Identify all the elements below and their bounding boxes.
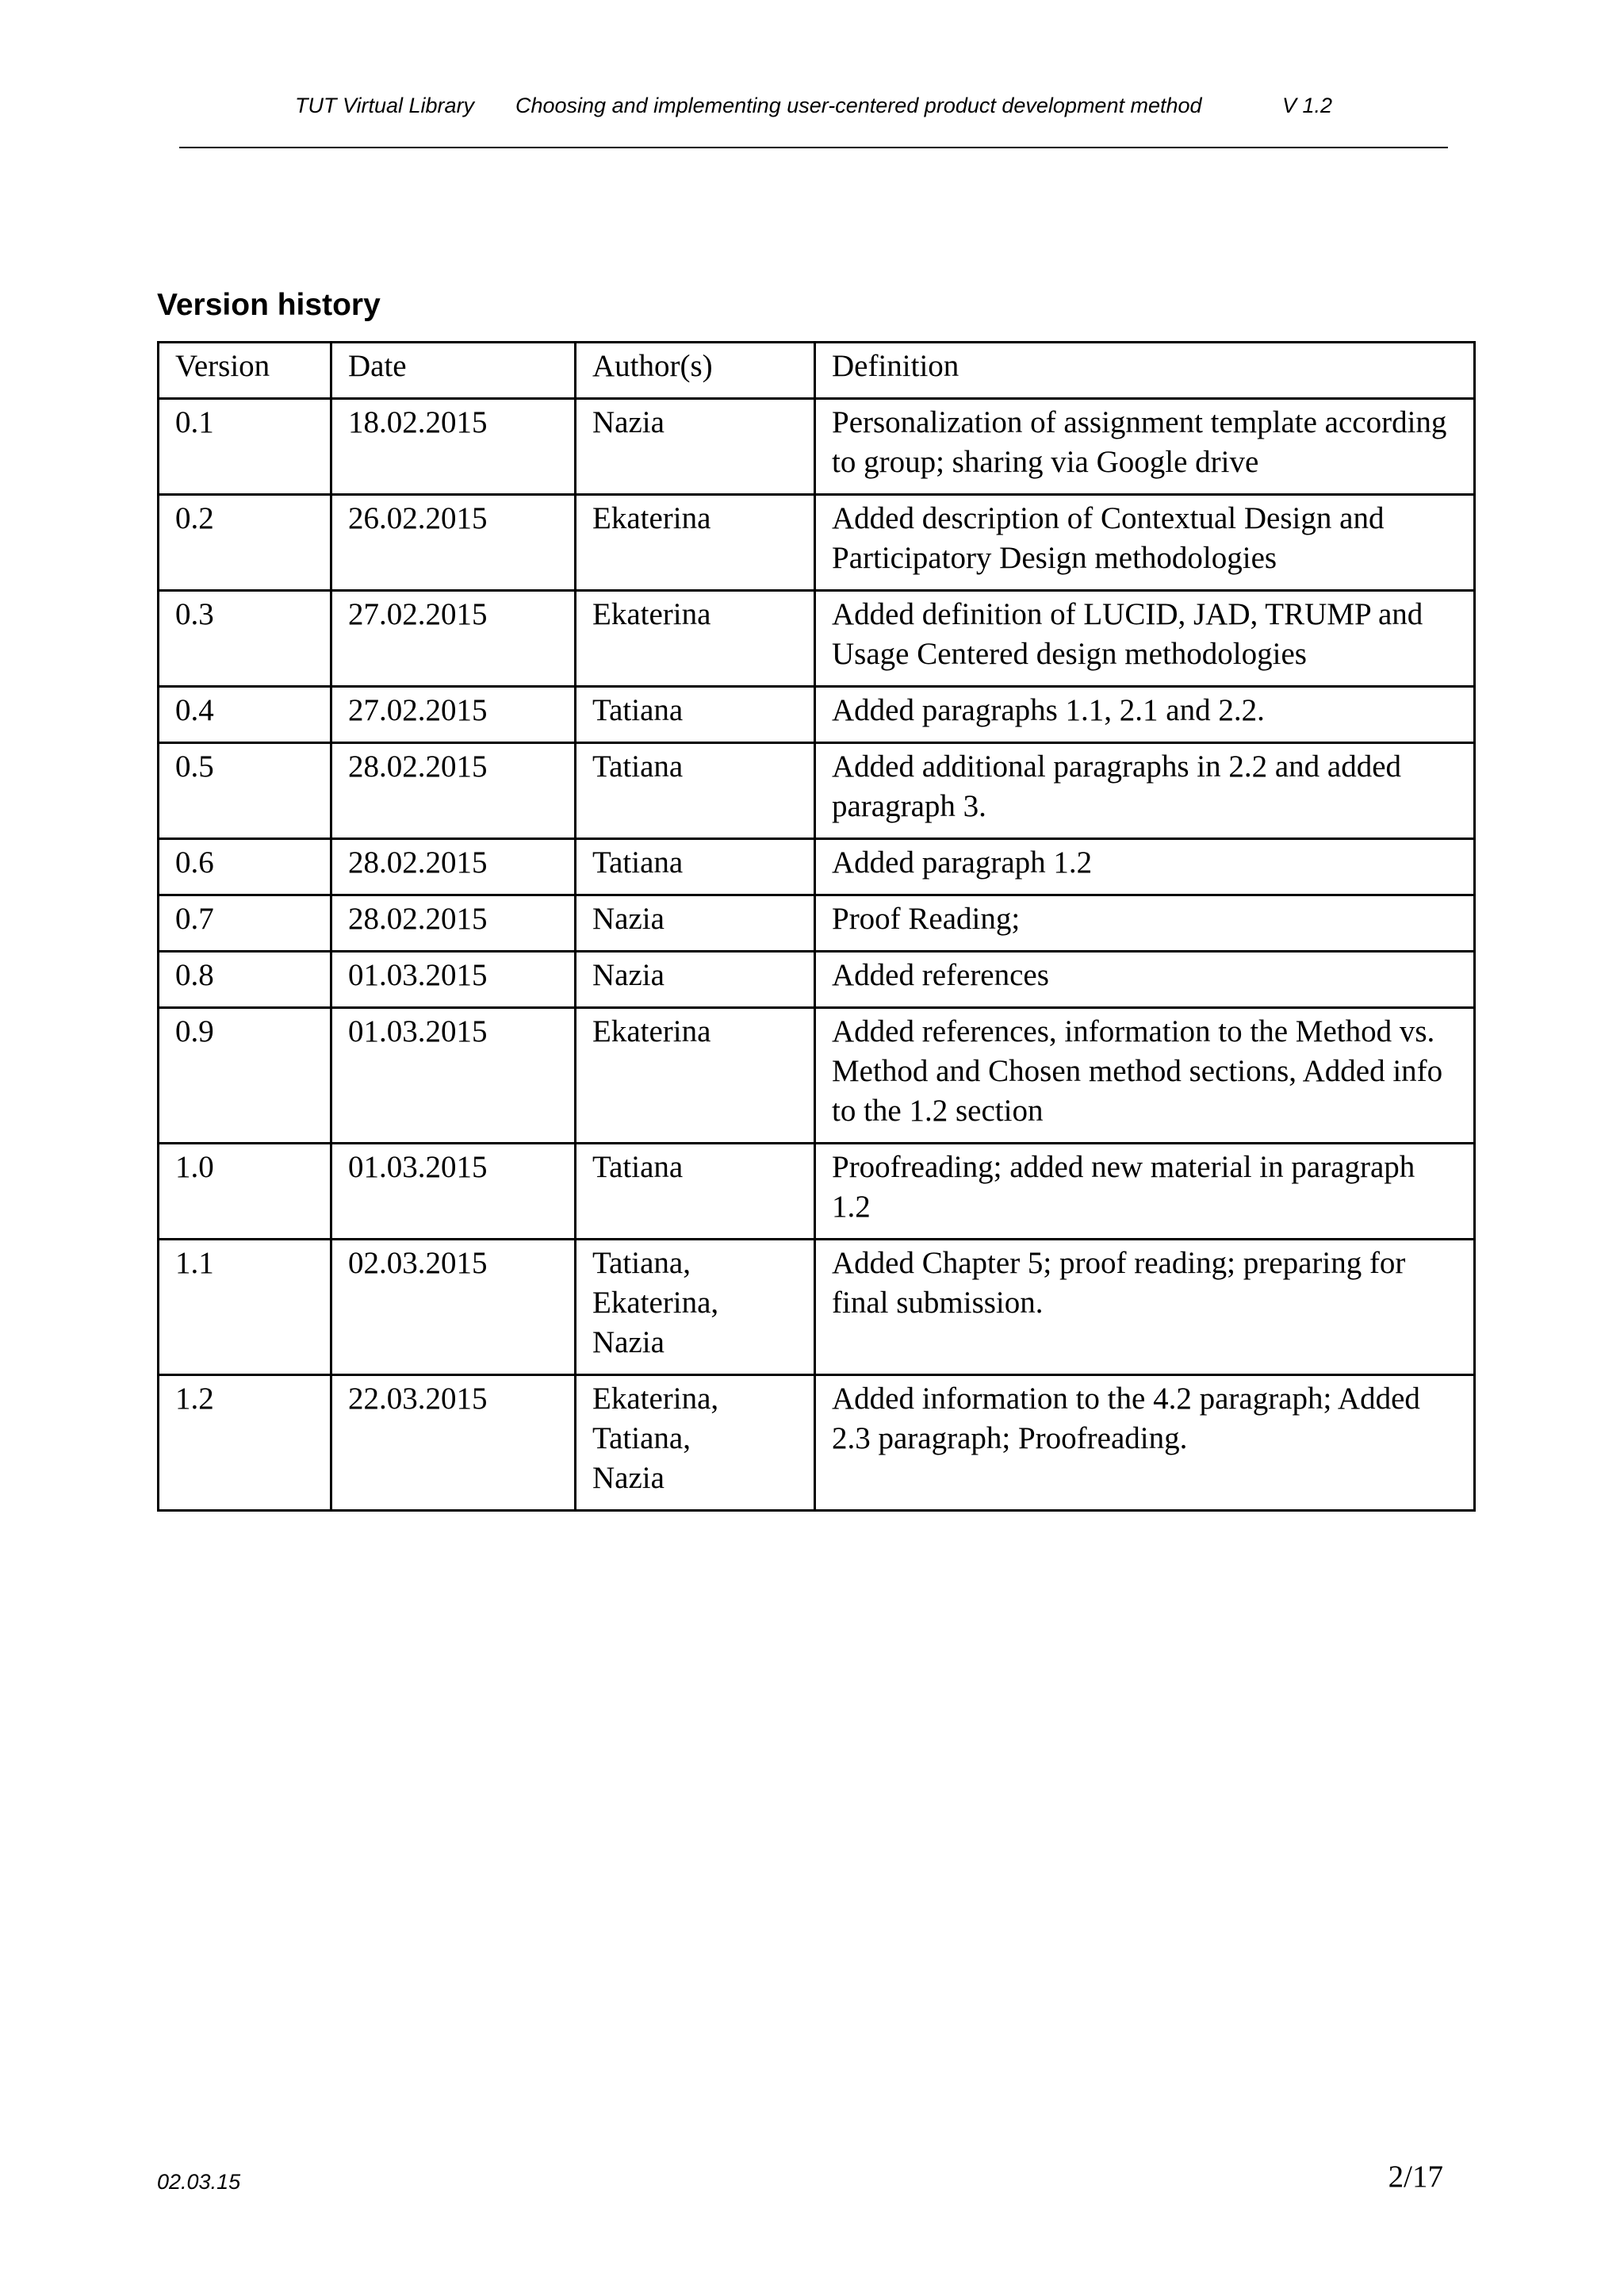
authors-cell xyxy=(576,1375,815,1511)
definition-cell: Added references xyxy=(815,952,1475,1008)
version-cell: 0.2 xyxy=(159,495,331,591)
table-row xyxy=(159,687,1475,743)
author-name: Nazia xyxy=(592,958,665,992)
author-name: Tatiana, xyxy=(592,1421,691,1455)
date-cell: 27.02.2015 xyxy=(331,687,576,743)
table-row xyxy=(159,895,1475,952)
author-name: Ekaterina xyxy=(592,1014,711,1048)
header-library: TUT Virtual Library xyxy=(295,94,475,117)
author-name: Nazia xyxy=(592,1461,665,1495)
version-cell: 0.8 xyxy=(159,952,331,1008)
version-history-table xyxy=(157,341,1476,1512)
version-cell: 0.3 xyxy=(159,591,331,687)
page-header xyxy=(0,94,1624,125)
definition-cell: Added paragraphs 1.1, 2.1 and 2.2. xyxy=(815,687,1475,743)
authors-cell xyxy=(576,952,815,1008)
definition-cell: Proofreading; added new material in paragraph 1.2 xyxy=(815,1144,1475,1240)
author-name: Nazia xyxy=(592,902,665,936)
table-row xyxy=(159,1008,1475,1144)
table-header-row xyxy=(159,343,1475,399)
author-name: Tatiana xyxy=(592,845,684,880)
author-name: Tatiana, xyxy=(592,1246,691,1280)
author-name: Tatiana xyxy=(592,693,684,727)
date-cell: 18.02.2015 xyxy=(331,399,576,495)
table-row xyxy=(159,952,1475,1008)
definition-cell: Added Chapter 5; proof reading; preparing for final submission. xyxy=(815,1240,1475,1375)
date-cell: 22.03.2015 xyxy=(331,1375,576,1511)
authors-cell xyxy=(576,1008,815,1144)
authors-cell xyxy=(576,743,815,839)
author-name: Ekaterina, xyxy=(592,1382,719,1416)
author-name: Ekaterina xyxy=(592,597,711,631)
table-row xyxy=(159,1240,1475,1375)
section-title: Version history xyxy=(157,288,381,322)
version-cell: 0.6 xyxy=(159,839,331,895)
date-cell: 27.02.2015 xyxy=(331,591,576,687)
definition-cell: Added paragraph 1.2 xyxy=(815,839,1475,895)
authors-cell xyxy=(576,687,815,743)
version-cell: 0.5 xyxy=(159,743,331,839)
version-cell: 0.1 xyxy=(159,399,331,495)
authors-cell xyxy=(576,1144,815,1240)
definition-cell: Proof Reading; xyxy=(815,895,1475,952)
definition-cell: Added additional paragraphs in 2.2 and added paragraph 3. xyxy=(815,743,1475,839)
version-cell: 1.0 xyxy=(159,1144,331,1240)
header-document-title: Choosing and implementing user-centered product development method xyxy=(515,94,1202,117)
date-cell: 01.03.2015 xyxy=(331,952,576,1008)
author-name: Nazia xyxy=(592,405,665,439)
definition-cell: Personalization of assignment template according to group; sharing via Google drive xyxy=(815,399,1475,495)
date-cell: 28.02.2015 xyxy=(331,895,576,952)
header-version: V 1.2 xyxy=(1282,94,1333,117)
authors-cell xyxy=(576,399,815,495)
footer-date: 02.03.15 xyxy=(157,2170,241,2194)
table-row xyxy=(159,591,1475,687)
header-divider xyxy=(179,147,1448,148)
definition-cell: Added definition of LUCID, JAD, TRUMP and Usage Centered design methodologies xyxy=(815,591,1475,687)
table-row xyxy=(159,1375,1475,1511)
date-cell: 01.03.2015 xyxy=(331,1144,576,1240)
authors-cell xyxy=(576,1240,815,1375)
author-name: Tatiana xyxy=(592,1150,684,1184)
author-name: Ekaterina, xyxy=(592,1286,719,1320)
column-header-version: Version xyxy=(159,343,331,399)
version-cell: 1.2 xyxy=(159,1375,331,1511)
date-cell: 26.02.2015 xyxy=(331,495,576,591)
column-header-authors: Author(s) xyxy=(576,343,815,399)
table-row xyxy=(159,839,1475,895)
date-cell: 28.02.2015 xyxy=(331,743,576,839)
version-cell: 0.9 xyxy=(159,1008,331,1144)
author-name: Tatiana xyxy=(592,749,684,784)
table-row xyxy=(159,495,1475,591)
definition-cell: Added description of Contextual Design and Participatory Design methodologies xyxy=(815,495,1475,591)
version-cell: 0.4 xyxy=(159,687,331,743)
definition-cell: Added information to the 4.2 paragraph; Added 2.3 paragraph; Proofreading. xyxy=(815,1375,1475,1511)
authors-cell xyxy=(576,591,815,687)
version-cell: 0.7 xyxy=(159,895,331,952)
date-cell: 01.03.2015 xyxy=(331,1008,576,1144)
table-row xyxy=(159,1144,1475,1240)
author-name: Ekaterina xyxy=(592,501,711,535)
definition-cell: Added references, information to the Method vs. Method and Chosen method sections, Added info to the 1.2 section xyxy=(815,1008,1475,1144)
column-header-definition: Definition xyxy=(815,343,1475,399)
author-name: Nazia xyxy=(592,1325,665,1359)
table-row xyxy=(159,399,1475,495)
date-cell: 28.02.2015 xyxy=(331,839,576,895)
table-row xyxy=(159,743,1475,839)
authors-cell xyxy=(576,839,815,895)
authors-cell xyxy=(576,895,815,952)
column-header-date: Date xyxy=(331,343,576,399)
version-cell: 1.1 xyxy=(159,1240,331,1375)
authors-cell xyxy=(576,495,815,591)
date-cell: 02.03.2015 xyxy=(331,1240,576,1375)
page-number: 2/17 xyxy=(1388,2160,1443,2194)
